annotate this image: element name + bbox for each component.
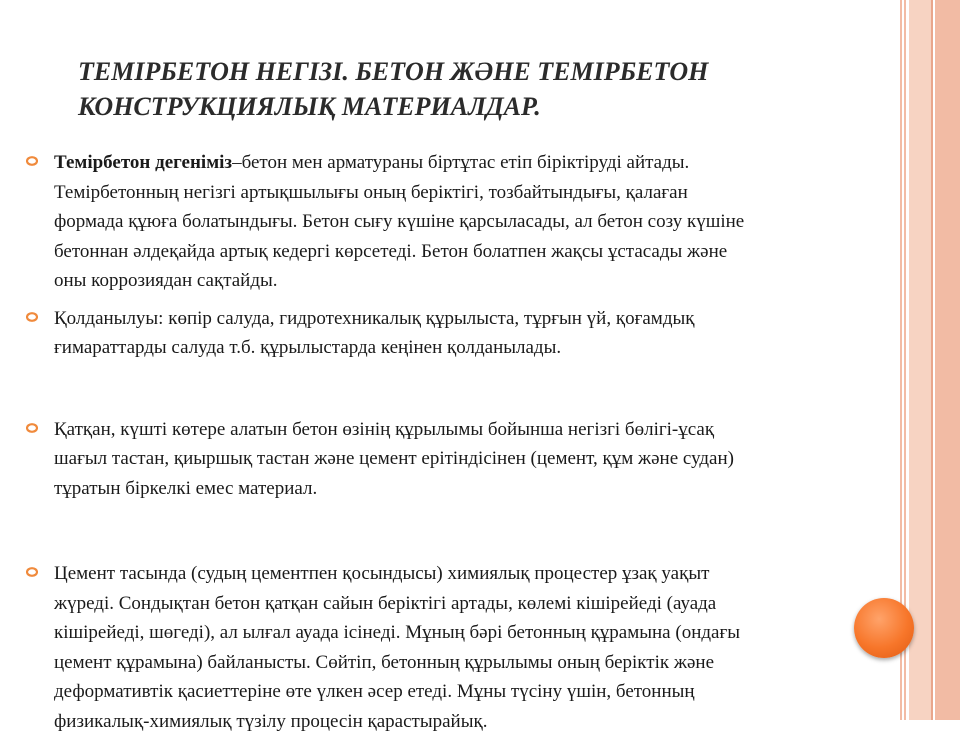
slide-title-line-2: КОНСТРУКЦИЯЛЫҚ МАТЕРИАЛДАР. (78, 89, 898, 124)
bullet-line: Қатқан, күшті көтере алатын бетон өзінің құрылымы бойынша негізгі бөлігі-ұсақ (54, 415, 930, 445)
bullet-line: формада құюға болатындығы. Бетон сығу күшіне қарсыласады, ал бетон созу күшіне (54, 207, 930, 237)
bullet-line: жүреді. Сондықтан бетон қатқан сайын беріктігі артады, көлемі кішірейеді (ауада (54, 589, 930, 619)
ring-bullet-icon (26, 567, 38, 577)
slide-title-line-1: ТЕМІРБЕТОН НЕГІЗІ. БЕТОН ЖӘНЕ ТЕМІРБЕТОН (78, 54, 898, 89)
bullet-line: физикалық-химиялық түзілу процесін қарастырайық. (54, 707, 930, 736)
stripe-edge (935, 0, 960, 720)
stripe-line-1 (931, 0, 933, 720)
bullet-line: тұратын біркелкі емес материал. (54, 474, 930, 504)
bullet-cement-stone (26, 559, 930, 736)
bullet-term: Темірбетон дегеніміз (54, 152, 232, 173)
ring-bullet-icon (26, 423, 38, 433)
bullet-list (26, 148, 930, 736)
orange-orb-icon (854, 598, 914, 658)
ring-bullet-icon (26, 156, 38, 166)
bullet-line: деформативтік қасиеттеріне өте үлкен әсер етеді. Мұны түсіну үшін, бетонның (54, 677, 930, 707)
ring-bullet-icon (26, 312, 38, 322)
bullet-line (54, 148, 930, 178)
bullet-line-text: –бетон мен арматураны біртұтас етіп біріктіруді айтады. (232, 152, 689, 173)
bullet-composition (26, 415, 930, 504)
bullet-line: Цемент тасында (судың цементпен қосындысы) химиялық процестер ұзақ уақыт (54, 559, 930, 589)
bullet-line: оны коррозиядан сақтайды. (54, 266, 930, 296)
bullet-line: цемент құрамына) байланысты. Сөйтіп, бетонның құрылымы оның беріктік және (54, 648, 930, 678)
bullet-line: бетоннан әлдеқайда артық кедергі көрсетеді. Бетон болатпен жақсы ұстасады және (54, 237, 930, 267)
bullet-definition (26, 148, 930, 296)
bullet-line: шағыл тастан, қиыршық тастан және цемент ерітіндісінен (цемент, құм және судан) (54, 444, 930, 474)
bullet-usage (26, 304, 930, 363)
bullet-line: Темірбетонның негізгі артықшылығы оның беріктігі, тозбайтындығы, қалаған (54, 178, 930, 208)
bullet-line: ғимараттарды салуда т.б. құрылыстарда кеңінен қолданылады. (54, 333, 930, 363)
slide-title (78, 54, 898, 124)
bullet-line: кішірейеді, шөгеді), ал ылғал ауада ісінеді. Мұның бәрі бетонның құрамына (ондағы (54, 618, 930, 648)
bullet-line: Қолданылуы: көпір салуда, гидротехникалық құрылыста, тұрғын үй, қоғамдық (54, 304, 930, 334)
